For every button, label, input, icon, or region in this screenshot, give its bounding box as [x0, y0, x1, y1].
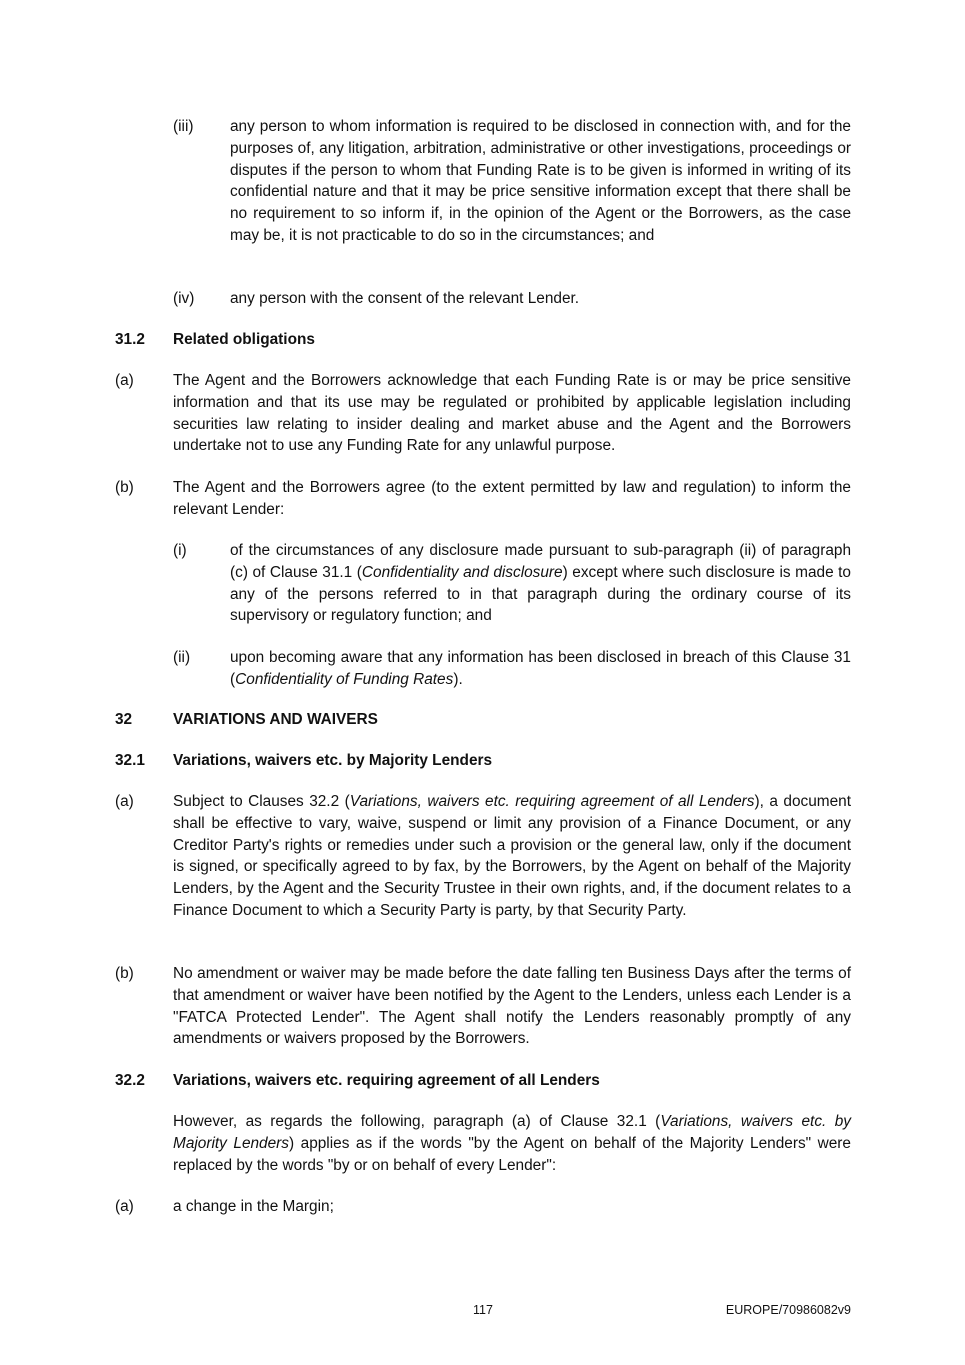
text-run: ).	[453, 670, 463, 688]
section-number: 32.2	[115, 1072, 145, 1089]
paragraph-32-2-intro	[173, 1111, 851, 1177]
item-label: (ii)	[173, 649, 191, 666]
item-text: any person to whom information is required to be disclosed in connection with, and for the purposes of, any litigation, arbitration, administrative or other investigations, proceedings or disputes if the person to whom that Funding Rate is to be given is informed in writing of its confidential nature and that it may be price sensitive information except that there shall be no requirement to so inform if, in the opinion of the Agent or the Borrowers, as the case may be, it is not practicable to do so in the circumstances; and	[230, 118, 851, 244]
clause-number: 32	[115, 711, 133, 728]
item-label: (i)	[173, 542, 187, 559]
clause-reference: Confidentiality of Funding Rates	[235, 670, 454, 688]
clause-heading-32	[115, 709, 851, 731]
text-run: ) applies as if the words "by the Agent on behalf of the Majority Lenders" were replaced by the words "by or on behalf of every Lender":	[173, 1134, 851, 1174]
paragraph-text: No amendment or waiver may be made before the date falling ten Business Days after the terms of that amendment or waiver have been notified by the Agent to the Lenders, unless each Lender is a "FATCA Protected Lender". The Agent shall notify the Lenders reasonably promptly of any amendments or waivers proposed by the Borrowers.	[173, 965, 851, 1048]
paragraph-label: (a)	[115, 1198, 134, 1215]
paragraph-text: The Agent and the Borrowers acknowledge that each Funding Rate is or may be price sensitive information and that its use may be regulated or prohibited by applicable legislation including securities law relating to insider dealing and market abuse and the Agent and the Borrowers undertake not to use any Funding Rate for any unlawful purpose.	[173, 372, 851, 455]
text-run: Subject to Clauses 32.2 (	[173, 793, 350, 810]
paragraph-label: (b)	[115, 965, 134, 982]
section-heading-31-2	[115, 329, 851, 351]
paragraph-31-2-a	[115, 370, 851, 458]
clause-title: VARIATIONS AND WAIVERS	[173, 711, 378, 728]
section-title: Related obligations	[173, 331, 315, 348]
page-number: 117	[473, 1303, 493, 1317]
section-title: Variations, waivers etc. requiring agreement of all Lenders	[173, 1072, 600, 1089]
clause-reference: Variations, waivers etc. by Majority Lenders	[173, 1113, 851, 1152]
section-heading-32-2	[115, 1070, 851, 1092]
text-run: ) except where such disclosure is made to any of the persons referred to in that paragraph during the ordinary course of its supervisory or regulatory function; and	[230, 563, 851, 625]
paragraph-label: (a)	[115, 372, 134, 389]
paragraph-label: (b)	[115, 479, 134, 496]
list-item-iv	[173, 288, 851, 310]
text-run: ), a document shall be effective to vary, waive, suspend or limit any provision of a Finance Document, or any Creditor Party's rights or remedies under such a provision or the general law, only if the document is signed, or specifically agreed to by fax, by the Borrowers, by the Agent on behalf of the Majority Lenders, by the Agent and the Security Trustee in their own rights, and, if the document relates to a Finance Document to which a Security Party is party, by that Security Party.	[173, 793, 851, 919]
paragraph-text: The Agent and the Borrowers agree (to the extent permitted by law and regulation) to inform the relevant Lender:	[173, 479, 851, 518]
paragraph-32-2-a	[115, 1196, 851, 1218]
paragraph-32-1-a	[115, 791, 851, 945]
paragraph-31-2-b	[115, 477, 851, 521]
item-text: any person with the consent of the relevant Lender.	[230, 290, 580, 307]
paragraph-32-1-b	[115, 963, 851, 1051]
text-run: upon becoming aware that any information has been disclosed in breach of this Clause 31 (	[230, 649, 851, 688]
text-run: of the circumstances of any disclosure made pursuant to sub-paragraph (ii) of paragraph (c) of Clause 31.1 (	[230, 542, 851, 581]
paragraph-text	[173, 1111, 851, 1176]
section-heading-32-1	[115, 750, 851, 772]
section-number: 31.2	[115, 331, 145, 348]
clause-reference: Variations, waivers etc. requiring agreement of all Lenders	[349, 793, 755, 810]
paragraph-label: (a)	[115, 793, 134, 810]
item-text	[230, 647, 851, 691]
text-run: However, as regards the following, paragraph (a) of Clause 32.1 (	[173, 1113, 661, 1130]
paragraph-text	[173, 791, 851, 922]
document-reference: EUROPE/70986082v9	[725, 1303, 851, 1317]
item-text	[230, 540, 851, 627]
section-title: Variations, waivers etc. by Majority Lenders	[173, 752, 493, 769]
clause-reference: Confidentiality and disclosure	[361, 563, 563, 581]
paragraph-text: a change in the Margin;	[173, 1198, 334, 1215]
list-item-iii	[173, 116, 851, 272]
item-label: (iv)	[173, 290, 195, 307]
list-item-31-2-b-i	[173, 540, 851, 628]
item-label: (iii)	[173, 118, 194, 135]
section-number: 32.1	[115, 752, 145, 769]
list-item-31-2-b-ii	[173, 647, 851, 691]
